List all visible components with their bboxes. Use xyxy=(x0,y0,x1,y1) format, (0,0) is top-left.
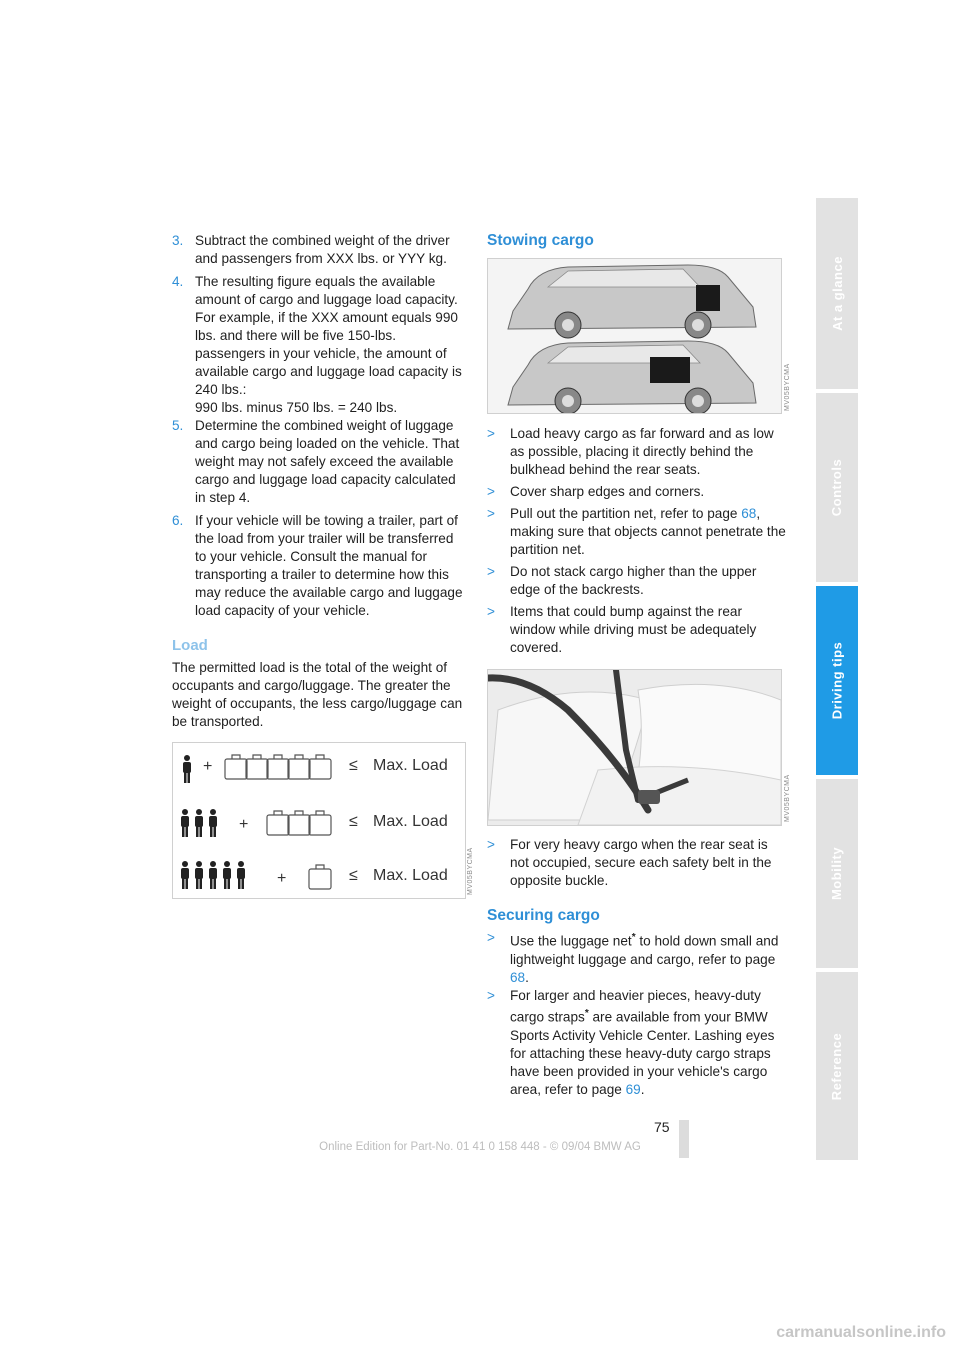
bullet-stack-height: > Do not stack cargo higher than the upper edge of the backrests. xyxy=(487,564,757,597)
page-link[interactable]: 68 xyxy=(741,506,757,521)
page-number: 75 xyxy=(654,1119,670,1135)
bullet-luggage-net: > Use the luggage net* to hold down small and lightweight luggage and cargo, refer to page 68. xyxy=(487,930,779,985)
load-text: The permitted load is the total of the weight of occupants and cargo/luggage. The greater the weight of occupants, the less cargo/luggage can be transported. xyxy=(172,660,463,729)
rear-seat-belt-illustration xyxy=(488,670,781,825)
rear-seat-belt-figure xyxy=(487,669,791,826)
three-persons-three-cases-icon xyxy=(173,799,353,847)
tab-driving-tips[interactable]: Driving tips xyxy=(816,586,858,775)
bullet-partition-net: > Pull out the partition net, refer to page 68, making sure that objects cannot penetrate the partition net. xyxy=(487,506,786,557)
max-load-label: Max. Load xyxy=(373,813,448,830)
footer-text: Online Edition for Part-No. 01 41 0 158 448 - © 09/04 BMW AG xyxy=(319,1141,641,1153)
load-heading: Load xyxy=(172,637,208,654)
step-5: 5. Determine the combined weight of luggage and cargo being loaded on the vehicle. That weight may not safely exceed the available cargo and luggage load capacity calculated in step 4. xyxy=(172,418,460,505)
svg-text:+: + xyxy=(277,870,287,887)
max-load-label: Max. Load xyxy=(373,867,448,884)
page-link[interactable]: 68 xyxy=(510,969,526,985)
svg-text:+: + xyxy=(203,758,213,775)
step-3: 3. Subtract the combined weight of the driver and passengers from XXX lbs. or YYY kg. xyxy=(172,233,450,266)
load-row-3: + ≤ Max. Load xyxy=(173,851,463,899)
tab-at-a-glance[interactable]: At a glance xyxy=(816,198,858,389)
securing-heading: Securing cargo xyxy=(487,907,600,924)
stowing-cargo-figure xyxy=(487,258,791,414)
page-link[interactable]: 69 xyxy=(625,1081,641,1097)
svg-text:+: + xyxy=(239,816,249,833)
max-load-label: Max. Load xyxy=(373,757,448,774)
stowing-heading: Stowing cargo xyxy=(487,232,594,249)
load-row-1: + ≤ Max. Load xyxy=(173,745,463,793)
five-persons-one-case-icon xyxy=(173,851,353,899)
tab-controls[interactable]: Controls xyxy=(816,393,858,582)
watermark: carmanualsonline.info xyxy=(776,1324,946,1341)
bullet-cargo-straps: > For larger and heavier pieces, heavy-duty cargo straps* are available from your BMW Sports Activity Vehicle Center. Lashing eyes for attaching these heavy-duty cargo straps have been provided in your vehicle's cargo area, refer to page 69. xyxy=(487,988,775,1097)
bullet-heavy-cargo-belt: > For very heavy cargo when the rear seat is not occupied, secure each safety belt in the opposite buckle. xyxy=(487,837,772,888)
figure-code: MV05BYCMA xyxy=(467,847,474,895)
step-6: 6. If your vehicle will be towing a trailer, part of the load from your trailer will be transferred to your vehicle. Consult the manual for transporting a trailer to determine how this may reduce the available cargo and luggage load capacity of your vehicle. xyxy=(172,513,463,618)
max-load-figure xyxy=(172,742,474,899)
one-person-five-cases-icon xyxy=(173,745,353,793)
tab-mobility[interactable]: Mobility xyxy=(816,779,858,968)
load-row-2: + ≤ Max. Load xyxy=(173,799,463,847)
tab-reference[interactable]: Reference xyxy=(816,972,858,1160)
bullet-load-heavy: > Load heavy cargo as far forward and as low as possible, placing it directly behind the bulkhead behind the rear seats. xyxy=(487,426,774,477)
figure-code: MV05BYCMA xyxy=(784,774,791,822)
side-tabs xyxy=(816,198,858,1160)
step-4: 4. The resulting figure equals the available amount of cargo and luggage load capacity. For example, if the XXX amount equals 990 lbs. and there will be five 150-lbs. passengers in your vehicle, the amount of available cargo and luggage load capacity is 240 lbs.: 990 lbs. minus 750 lbs. = 240 lbs. xyxy=(172,274,462,415)
bullet-cover-edges: > Cover sharp edges and corners. xyxy=(487,484,705,499)
bullet-rear-window: > Items that could bump against the rear window while driving must be adequately covered. xyxy=(487,604,757,655)
figure-code: MV05BYCMA xyxy=(784,363,791,411)
suv-cargo-illustration xyxy=(488,259,781,413)
